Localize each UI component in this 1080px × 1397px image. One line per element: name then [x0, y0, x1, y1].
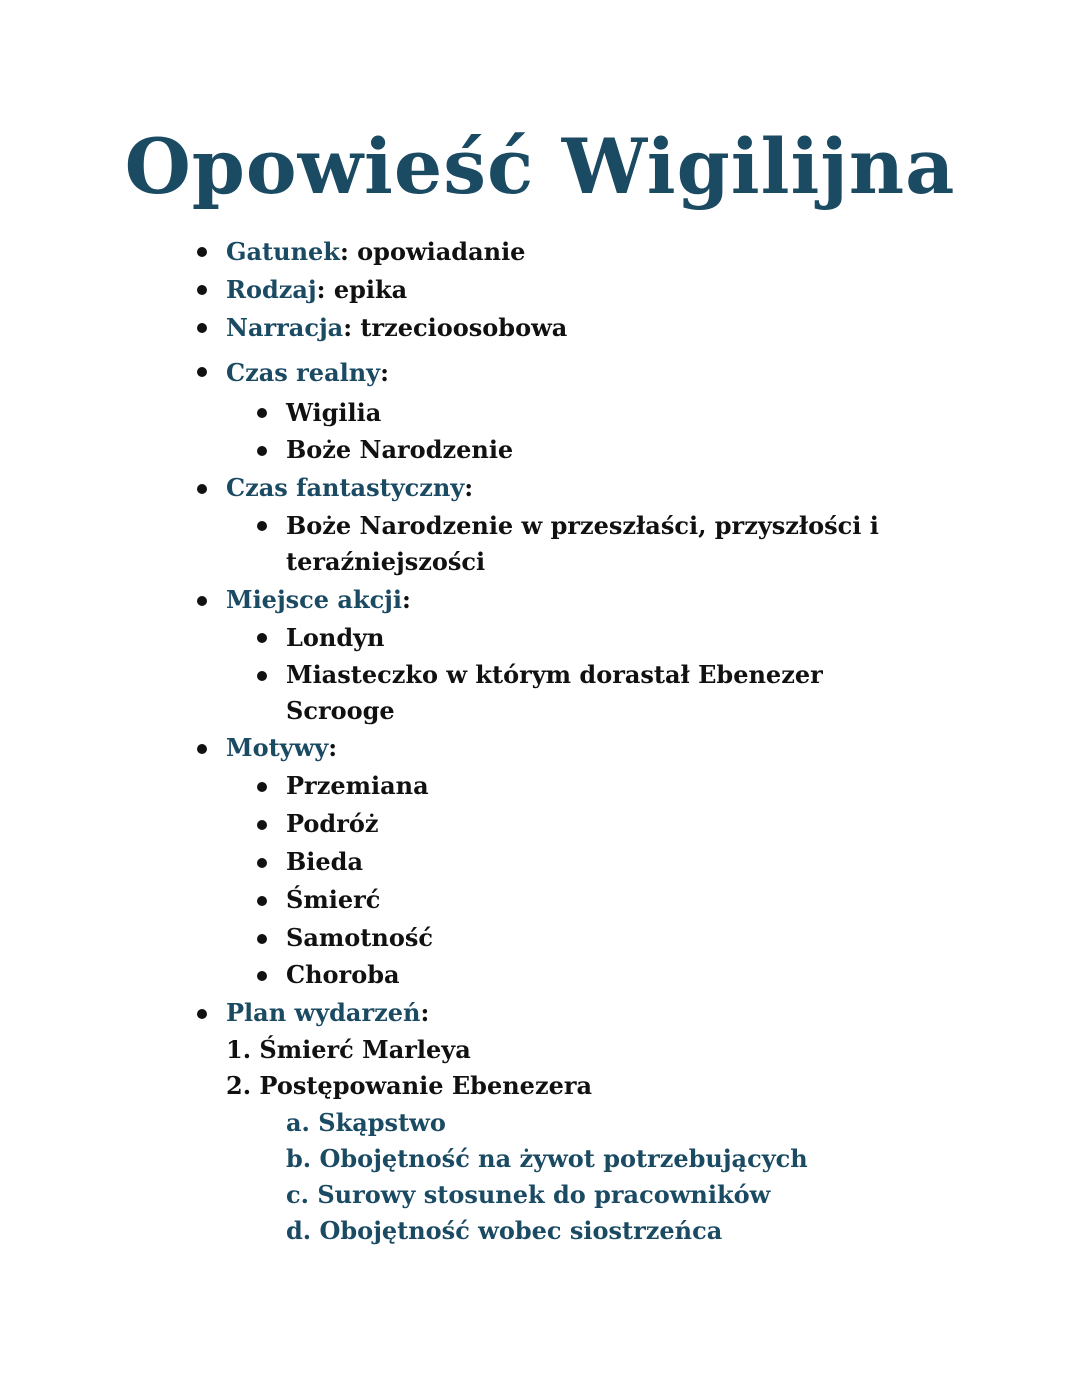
list-item: Londyn — [286, 623, 385, 652]
page-title: Opowieść Wigilijna — [124, 122, 956, 211]
list-item: Podróż — [286, 809, 379, 838]
plan-substep: b. Obojętność na żywot potrzebujących — [286, 1144, 808, 1173]
section-label: Plan wydarzeń — [226, 998, 421, 1027]
list-item-continuation: teraźniejszości — [286, 547, 486, 576]
bullet-icon — [257, 934, 267, 944]
list-item: Boże Narodzenie — [286, 435, 514, 464]
list-item: Samotność — [286, 923, 433, 952]
list-item: Przemiana — [286, 771, 429, 800]
list-item: Choroba — [286, 960, 400, 989]
bullet-icon — [257, 858, 267, 868]
section-czas-realny: Czas realny: — [226, 358, 389, 387]
plan-step: 2. Postępowanie Ebenezera — [226, 1071, 593, 1100]
info-narracja: Narracja: trzecioosobowa — [226, 313, 568, 342]
bullet-icon — [257, 408, 267, 418]
plan-substep: d. Obojętność wobec siostrzeńca — [286, 1216, 723, 1245]
bullet-icon — [257, 896, 267, 906]
list-item: Śmierć — [286, 885, 381, 914]
section-miejsce-akcji: Miejsce akcji: — [226, 585, 411, 614]
plan-substep: a. Skąpstwo — [286, 1108, 446, 1137]
section-label: Motywy — [226, 733, 329, 762]
bullet-icon — [257, 971, 267, 981]
info-value: epika — [333, 275, 408, 304]
section-label: Czas fantastyczny — [226, 473, 465, 502]
section-label: Miejsce akcji — [226, 585, 402, 614]
bullet-icon — [197, 247, 207, 257]
info-gatunek: Gatunek: opowiadanie — [226, 237, 526, 266]
bullet-icon — [257, 671, 267, 681]
bullet-icon — [197, 1009, 207, 1019]
bullet-icon — [197, 323, 207, 333]
list-item: Miasteczko w którym dorastał Ebenezer — [286, 660, 823, 689]
bullet-icon — [257, 633, 267, 643]
bullet-icon — [257, 782, 267, 792]
info-label: Rodzaj — [226, 275, 317, 304]
info-value: opowiadanie — [357, 237, 526, 266]
info-value: trzecioosobowa — [360, 313, 568, 342]
bullet-icon — [197, 285, 207, 295]
info-label: Narracja — [226, 313, 344, 342]
bullet-icon — [257, 521, 267, 531]
section-czas-fantastyczny: Czas fantastyczny: — [226, 473, 474, 502]
section-plan: Plan wydarzeń: — [226, 998, 430, 1027]
list-item: Wigilia — [286, 398, 382, 427]
plan-step: 1. Śmierć Marleya — [226, 1035, 471, 1064]
bullet-icon — [197, 367, 207, 377]
section-motywy: Motywy: — [226, 733, 338, 762]
bullet-icon — [197, 596, 207, 606]
list-item: Bieda — [286, 847, 364, 876]
bullet-icon — [197, 484, 207, 494]
plan-substep: c. Surowy stosunek do pracowników — [286, 1180, 771, 1209]
info-rodzaj: Rodzaj: epika — [226, 275, 408, 304]
bullet-icon — [257, 446, 267, 456]
section-label: Czas realny — [226, 358, 381, 387]
list-item-continuation: Scrooge — [286, 696, 395, 725]
info-label: Gatunek — [226, 237, 340, 266]
list-item: Boże Narodzenie w przeszłaści, przyszłości i — [286, 511, 879, 540]
bullet-icon — [257, 820, 267, 830]
bullet-icon — [197, 744, 207, 754]
